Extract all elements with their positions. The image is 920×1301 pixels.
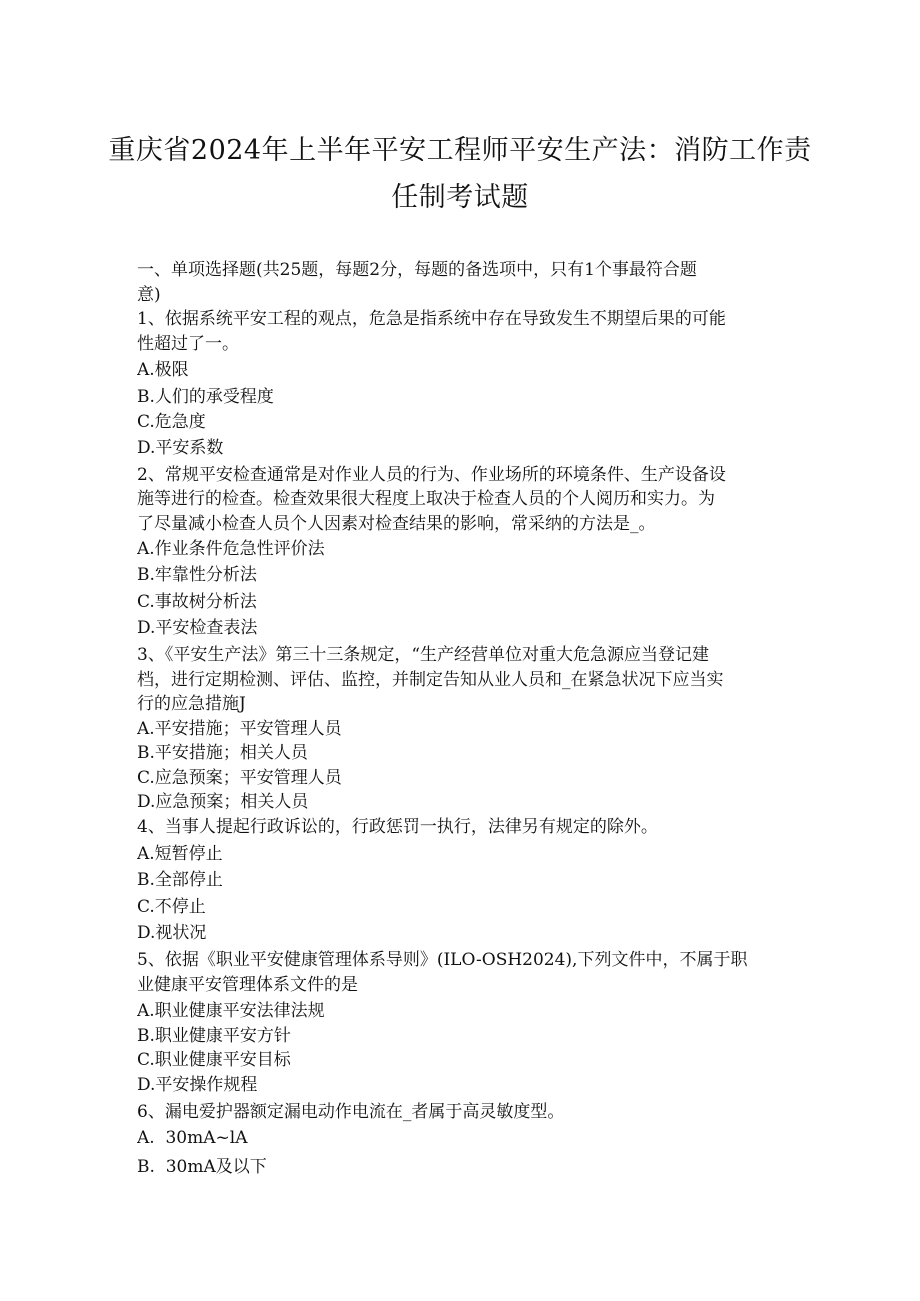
question-text: 4、当事人提起行政诉讼的，行政惩罚一执行，法律另有规定的除外。 bbox=[137, 817, 658, 838]
answer-option: C.职业健康平安目标 bbox=[137, 1050, 291, 1071]
answer-option: D.平安系数 bbox=[137, 438, 224, 459]
answer-option: B. 30mA及以下 bbox=[137, 1156, 267, 1177]
answer-option: A.作业条件危急性评价法 bbox=[137, 538, 325, 559]
answer-option: A.平安措施；平安管理人员 bbox=[137, 718, 342, 739]
answer-option: C.应急预案；平安管理人员 bbox=[137, 767, 342, 788]
question-6 bbox=[137, 1100, 787, 1180]
question-1 bbox=[137, 307, 787, 461]
document-title-line-1: 重庆省2024年上半年平安工程师平安生产法：消防工作责 bbox=[108, 135, 812, 166]
question-text: 1、依据系统平安工程的观点，危急是指系统中存在导致发生不期望后果的可能 bbox=[137, 309, 726, 330]
answer-option: D.平安检查表法 bbox=[137, 618, 258, 639]
question-text: 5、依据《职业平安健康管理体系导则》(ILO-OSH2024),下列文件中，不属于职 bbox=[137, 950, 748, 971]
answer-option: B.牢靠性分析法 bbox=[137, 565, 257, 586]
answer-option: D.视状况 bbox=[137, 923, 207, 944]
question-text: 2、常规平安检查通常是对作业人员的行为、作业场所的环境条件、生产设备设 bbox=[137, 464, 726, 485]
answer-option: A.极限 bbox=[137, 360, 189, 381]
question-5 bbox=[137, 948, 787, 1098]
question-text: 了尽量减小检查人员个人因素对检查结果的影响，常采纳的方法是_。 bbox=[137, 513, 656, 534]
answer-option: A.职业健康平安法律法规 bbox=[137, 1001, 325, 1022]
answer-option: A. 30mA~lA bbox=[137, 1128, 248, 1149]
answer-option: B.职业健康平安方针 bbox=[137, 1025, 291, 1046]
question-text: 施等进行的检查。检查效果很大程度上取决于检查人员的个人阅历和实力。为 bbox=[137, 489, 715, 510]
answer-option: D.应急预案；相关人员 bbox=[137, 792, 309, 813]
answer-option: B.人们的承受程度 bbox=[137, 386, 274, 407]
answer-option: D.平安操作规程 bbox=[137, 1075, 258, 1095]
document-body bbox=[137, 258, 787, 1179]
question-text: 性超过了一。 bbox=[137, 333, 239, 354]
document-title-line-2: 任制考试题 bbox=[391, 182, 529, 213]
answer-option: A.短暂停止 bbox=[137, 843, 223, 864]
question-text: 行的应急措施J bbox=[137, 694, 246, 715]
question-3 bbox=[137, 643, 787, 815]
section-header: 一、单项选择题(共25题，每题2分，每题的备选项中，只有1个事最符合题 bbox=[137, 260, 697, 280]
question-text: 3、《平安生产法》第三十三条规定，“生产经营单位对重大危急源应当登记建 bbox=[137, 644, 710, 665]
answer-option: B.全部停止 bbox=[137, 870, 223, 891]
question-2 bbox=[137, 463, 787, 641]
answer-option: C.不停止 bbox=[137, 896, 206, 917]
section-header-continuation: 意) bbox=[137, 284, 161, 305]
answer-option: B.平安措施；相关人员 bbox=[137, 743, 308, 764]
question-4 bbox=[137, 815, 787, 946]
answer-option: C.事故树分析法 bbox=[137, 591, 257, 612]
question-text: 6、漏电爱护器额定漏电动作电流在_者属于高灵敏度型。 bbox=[137, 1101, 565, 1122]
question-text: 业健康平安管理体系文件的是 bbox=[137, 974, 358, 995]
answer-option: C.危急度 bbox=[137, 411, 206, 432]
question-text: 档，进行定期检测、评估、监控，并制定告知从业人员和_在紧急状况下应当实 bbox=[137, 669, 724, 690]
